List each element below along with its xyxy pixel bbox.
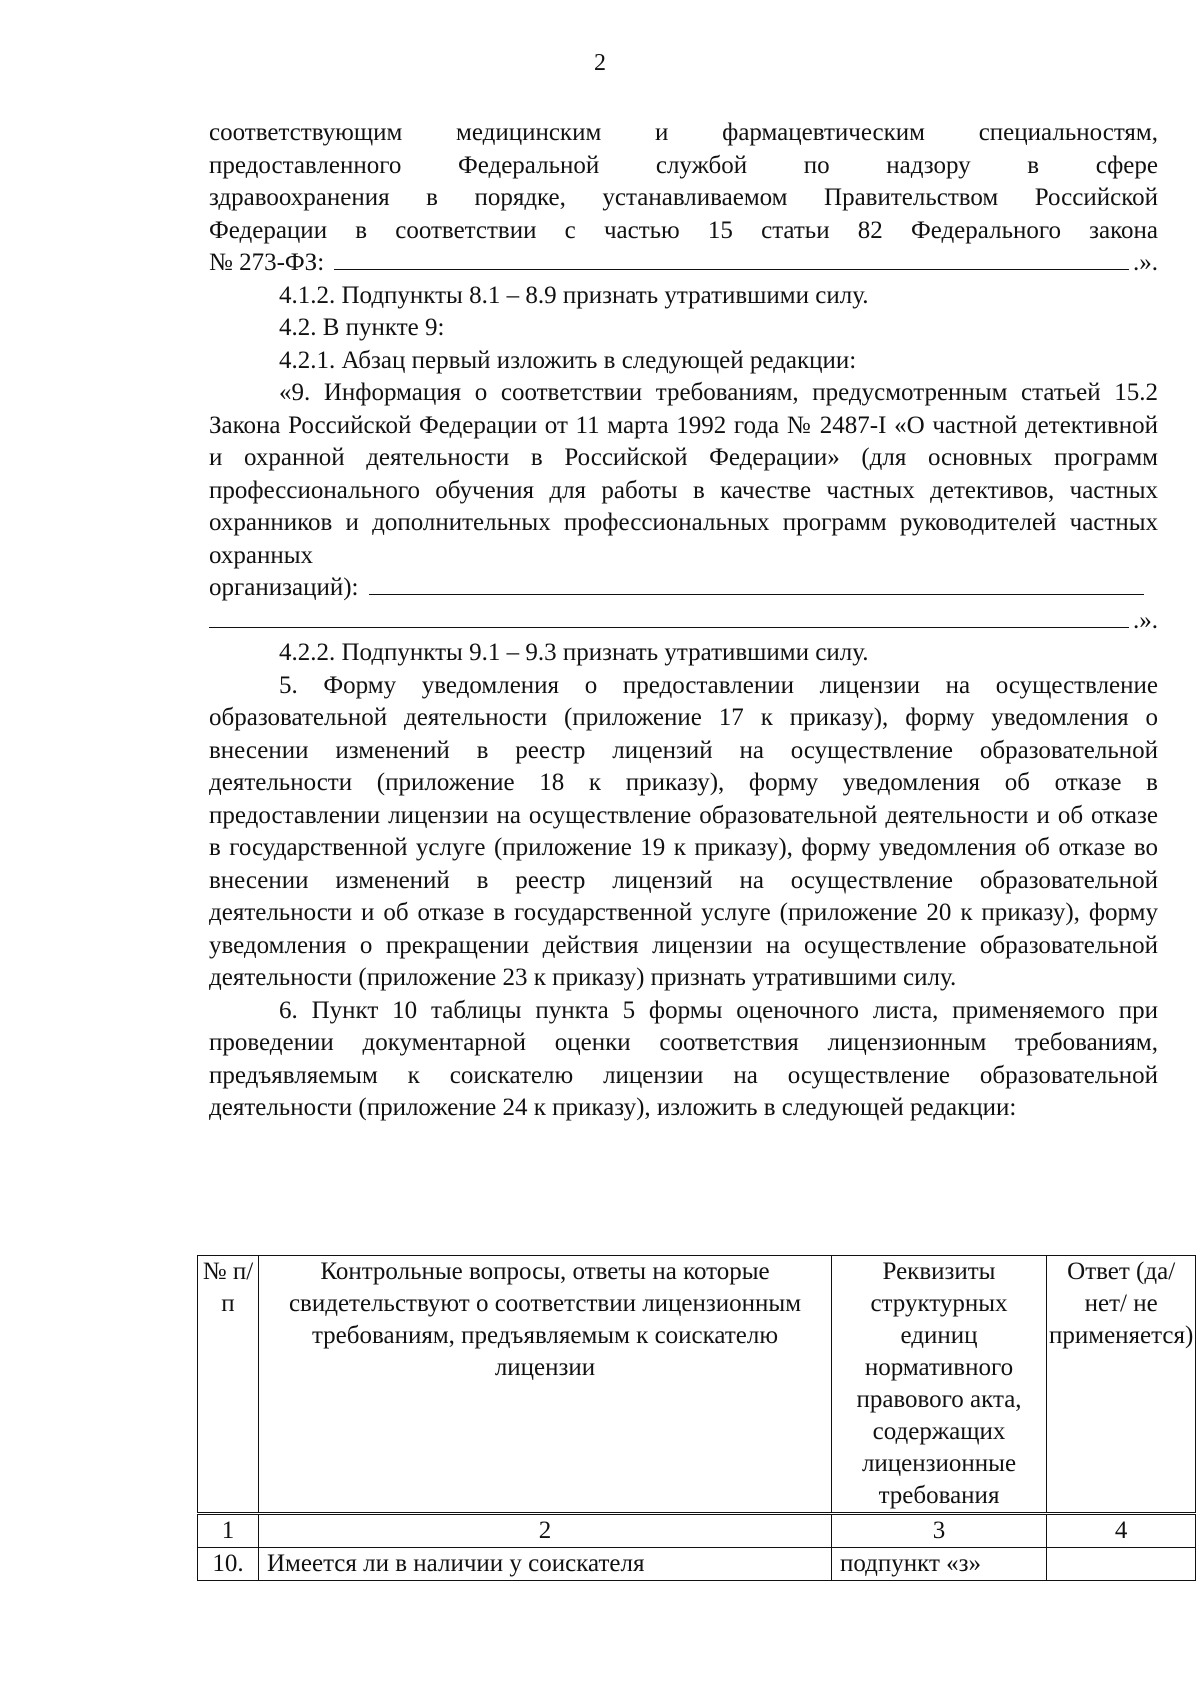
- paragraph: 4.2.2. Подпункты 9.1 – 9.3 признать утратившими силу.: [279, 639, 869, 666]
- fill-in-row: [209, 247, 1158, 280]
- blank-line: [369, 572, 1145, 595]
- table-cell: 10.: [198, 1548, 259, 1581]
- text-fragment: организаций):: [209, 574, 359, 601]
- table-cell: [1047, 1548, 1196, 1581]
- evaluation-table: [197, 1255, 1196, 1581]
- table-header-cell: Контрольные вопросы, ответы на которые свидетельствуют о соответствии лицензионным требованиям, предъявляемым к соискателю лицензии: [259, 1256, 832, 1514]
- fill-in-row: [209, 572, 1158, 605]
- table-numbering-row: [198, 1514, 1196, 1548]
- document-body: [209, 117, 1158, 1125]
- table-cell: Имеется ли в наличии у соискателя: [259, 1548, 832, 1581]
- paragraph: 4.2. В пункте 9:: [279, 314, 445, 341]
- table-cell: 2: [259, 1514, 832, 1548]
- text-line: здравоохранения в порядке, устанавливаемом Правительством Российской: [209, 184, 1158, 211]
- paragraph: 4.1.2. Подпункты 8.1 – 8.9 признать утратившими силу.: [279, 281, 869, 309]
- text-fragment: .».: [1133, 606, 1158, 634]
- blank-line: [334, 247, 1129, 270]
- table-cell: подпункт «з»: [832, 1548, 1047, 1581]
- paragraph: 6. Пункт 10 таблицы пункта 5 формы оценочного листа, применяемого при проведении документарной оценки соответствия лицензионным требованиям, предъявляемым к соискателю лицензии на осуществление образовательной деятельности (приложение 24 к приказу), изложить в следующей редакции:: [209, 996, 1158, 1121]
- text-fragment: № 273-ФЗ:: [209, 249, 325, 276]
- paragraph: 5. Форму уведомления о предоставлении лицензии на осуществление образовательной деятельности (приложение 17 к приказу), форму уведомления о внесении изменений в реестр лицензий на осуществление образовательной деятельности (приложение 18 к приказу), форму уведомления об отказе в предоставлении лицензии на осуществление образовательной деятельности и об отказе в государственной услуге (приложение 19 к приказу), форму уведомления об отказе во внесении изменений в реестр лицензий на осуществление образовательной деятельности и об отказе в государственной услуге (приложение 20 к приказу), форму уведомления о прекращении действия лицензии на осуществление образовательной деятельности (приложение 23 к приказу) признать утратившими силу.: [209, 671, 1158, 991]
- text-line: соответствующим медицинским и фармацевтическим специальностям,: [209, 119, 1158, 146]
- table-header-cell: Ответ (да/ нет/ не применяется): [1047, 1256, 1196, 1514]
- text-line: Федерации в соответствии с частью 15 статьи 82 Федерального закона: [209, 216, 1158, 244]
- blank-line: [209, 605, 1129, 628]
- paragraph: 4.2.1. Абзац первый изложить в следующей редакции:: [279, 346, 857, 374]
- table-row: [198, 1548, 1196, 1581]
- fill-in-row: [209, 605, 1158, 638]
- table-header-row: [198, 1256, 1196, 1514]
- table-cell: 4: [1047, 1514, 1196, 1548]
- table-header-cell: Реквизиты структурных единиц нормативного правового акта, содержащих лицензионные требования: [832, 1256, 1047, 1514]
- page-number: 2: [594, 50, 606, 76]
- table-header-cell: № п/п: [198, 1256, 259, 1514]
- text-fragment: .».: [1133, 249, 1158, 276]
- table-cell: 1: [198, 1514, 259, 1548]
- table-cell: 3: [832, 1514, 1047, 1548]
- paragraph: «9. Информация о соответствии требованиям, предусмотренным статьей 15.2 Закона Российской Федерации от 11 марта 1992 года № 2487-I «О частной детективной и охранной деятельности в Российской Федерации» (для основных программ профессионального обучения для работы в качестве частных детективов, частных охранников и дополнительных профессиональных программ руководителей частных охранных: [209, 379, 1158, 569]
- text-line: предоставленного Федеральной службой по надзору в сфере: [209, 151, 1158, 179]
